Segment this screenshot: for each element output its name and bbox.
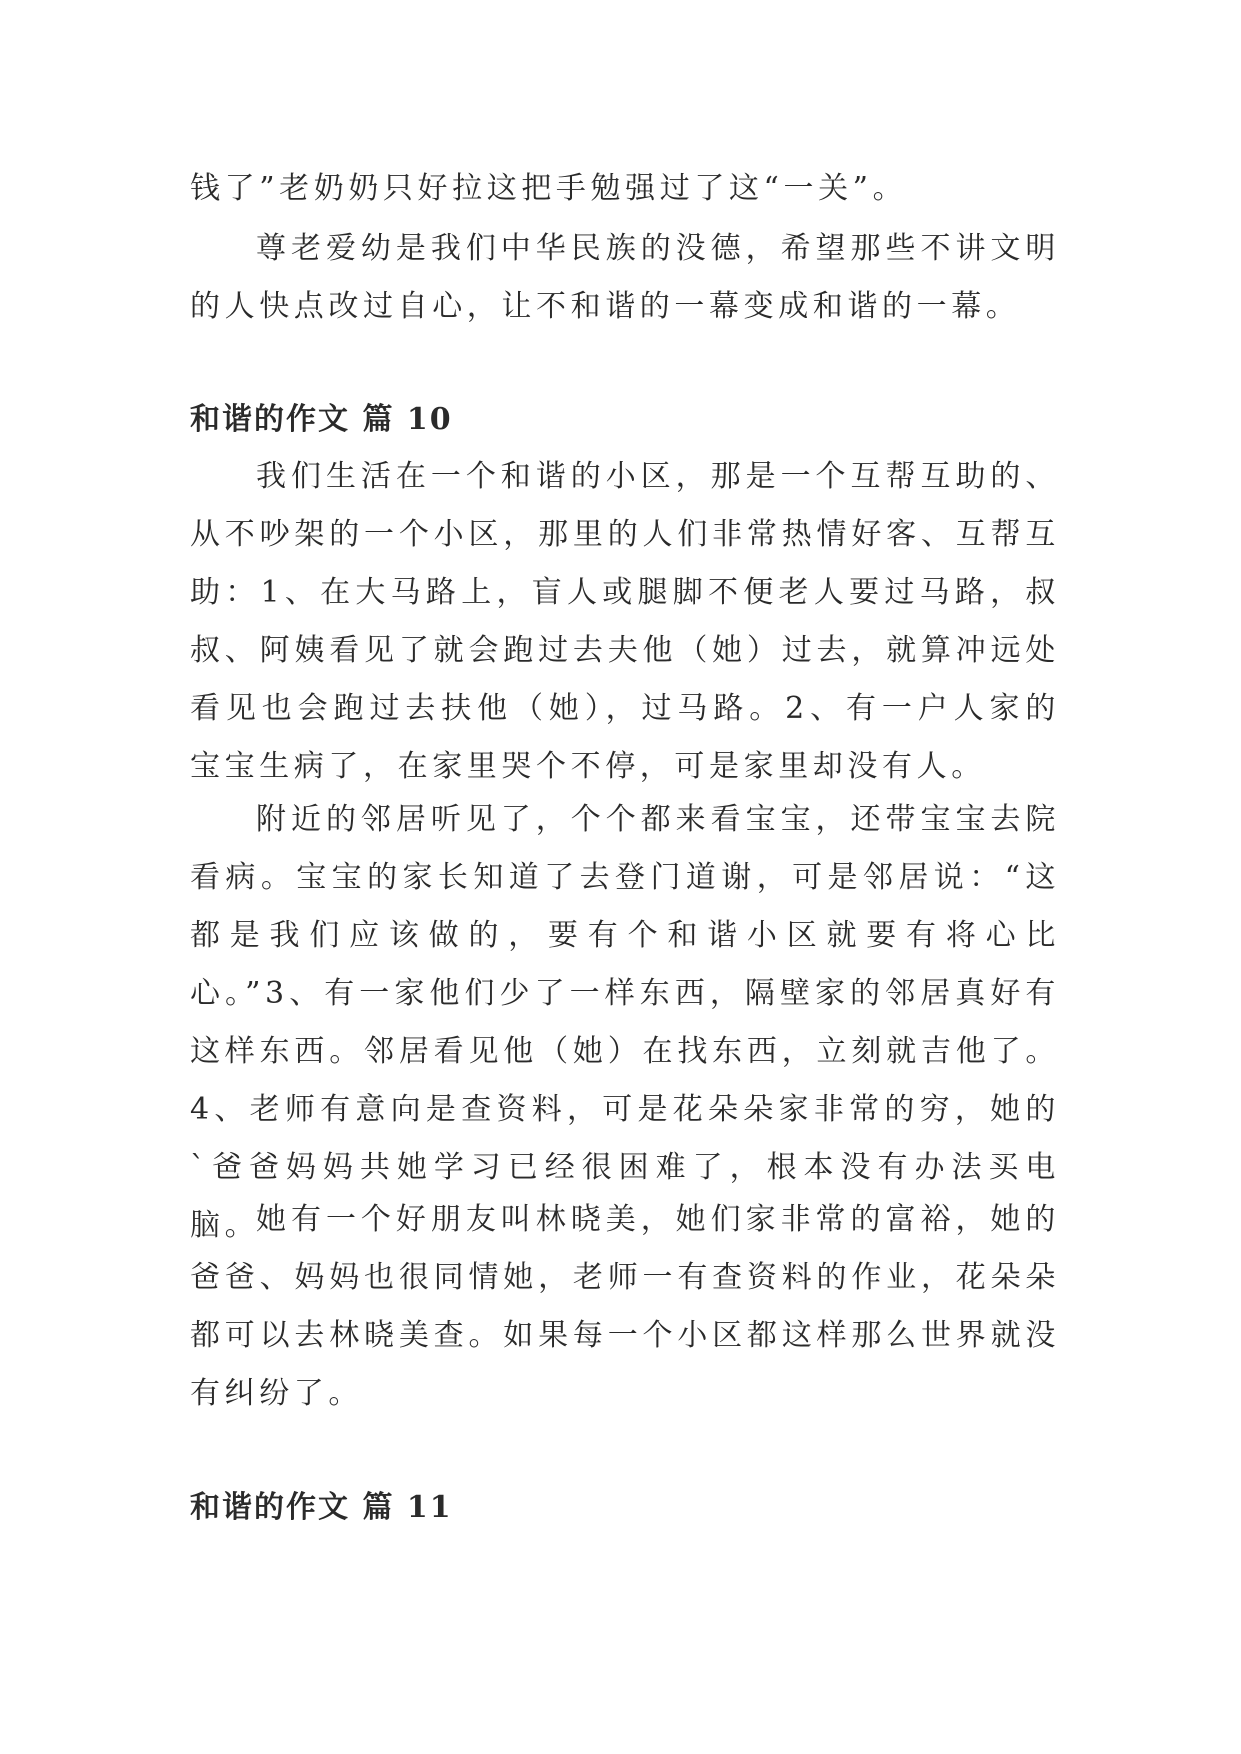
paragraph-respect-elders: 尊老爱幼是我们中华民族的没德，希望那些不讲文明的人快点改过自心，让不和谐的一幕变成和谐的一幕。	[190, 231, 1060, 324]
section-heading-10: 和谐的作文 篇 10	[190, 402, 453, 437]
paragraph-neighbors: 附近的邻居听见了，个个都来看宝宝，还带宝宝去院看病。宝宝的家长知道了去登门道谢，可是邻居说：“这都是我们应该做的，要有个和谐小区就要有将心比心。”3、有一家他们少了一样东西，隔壁家的邻居真好有这样东西。邻居看见他（她）在找东西，立刻就吉他了。4、老师有意向是查资料，可是花朵朵家非常的穷，她的`爸爸妈妈共她学习已经很困难了，根本没有办法买电脑。	[190, 802, 1060, 1243]
paragraph-continuation: 钱了”老奶奶只好拉这把手勉强过了这“一关”。	[190, 171, 908, 206]
section-heading-11: 和谐的作文 篇 11	[190, 1490, 453, 1525]
paragraph-friend: 她有一个好朋友叫林晓美，她们家非常的富裕，她的爸爸、妈妈也很同情她，老师一有查资料的作业，花朵朵都可以去林晓美查。如果每一个小区都这样那么世界就没有纠纷了。	[190, 1202, 1060, 1411]
paragraph-harmonious-community: 我们生活在一个和谐的小区，那是一个互帮互助的、从不吵架的一个小区，那里的人们非常热情好客、互帮互助：1、在大马路上，盲人或腿脚不便老人要过马路，叔叔、阿姨看见了就会跑过去夫他（她）过去，就算冲远处看见也会跑过去扶他（她），过马路。2、有一户人家的宝宝生病了，在家里哭个不停，可是家里却没有人。	[190, 459, 1060, 784]
